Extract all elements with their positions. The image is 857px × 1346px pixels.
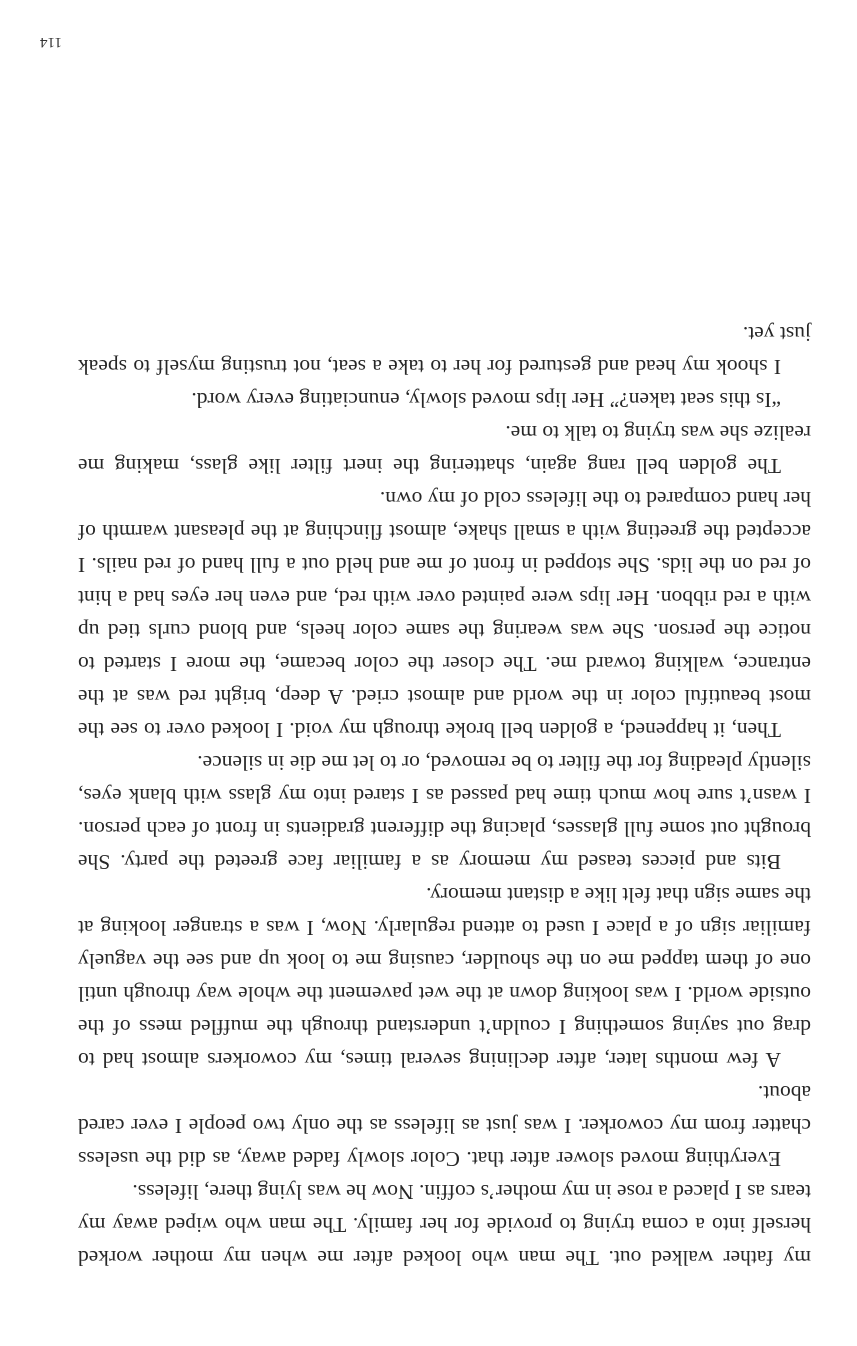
paragraph-5: Then, it happened, a golden bell broke through my void. I looked over to see the most beautiful color in the world and almost cried. A deep, bright red was at the entrance, walking toward me. The closer the color became, the more I started to notice the person. She was wearing the same color heels, and blond curls tied up with a red ribbon. Her lips were painted over with red, and even her eyes had a hint of red on the lids. She stopped in front of me and held out a full hand of red nails. I accepted the greeting with a small shake, almost flinching at the pleasant warmth of her hand compared to the lifeless cold of my own. bbox=[78, 487, 811, 742]
paragraph-8: I shook my head and gestured for her to take a seat, not trusting myself to speak just yet. bbox=[78, 322, 811, 379]
paragraph-4: Bits and pieces teased my memory as a familiar face greeted the party. She brought out some full glasses, placing the different gradients in front of each person. I wasn’t sure how much time had passed as I stared into my glass with blank eyes, silently pleading for the filter to be removed, or to let me die in silence. bbox=[78, 751, 811, 874]
page-number: 114 bbox=[40, 34, 62, 50]
paragraph-6: The golden bell rang again, shattering the inert filter like glass, making me realize she was trying to talk to me. bbox=[78, 421, 811, 478]
body-text bbox=[78, 317, 811, 1274]
paragraph-2: Everything moved slower after that. Color slowly faded away, as did the useless chatter from my coworker. I was just as lifeless as the only two people I ever cared about. bbox=[78, 1081, 811, 1171]
paragraph-7: “Is this seat taken?” Her lips moved slowly, enunciating every word. bbox=[191, 388, 781, 412]
paragraph-1: my father walked out. The man who looked after me when my mother worked herself into a coma trying to provide for her family. The man who wiped away my tears as I placed a rose in my mother’s coffin. Now he was lying there, lifeless. bbox=[78, 1180, 811, 1270]
paragraph-3: A few months later, after declining several times, my coworkers almost had to drag out saying something I couldn’t understand through the muffled mess of the outside world. I was looking down at the wet pavement the whole way through until one of them tapped me on the shoulder, causing me to look up and see the vaguely familiar sign of a place I used to attend regularly. Now, I was a stranger looking at the same sign that felt like a distant memory. bbox=[78, 883, 811, 1072]
